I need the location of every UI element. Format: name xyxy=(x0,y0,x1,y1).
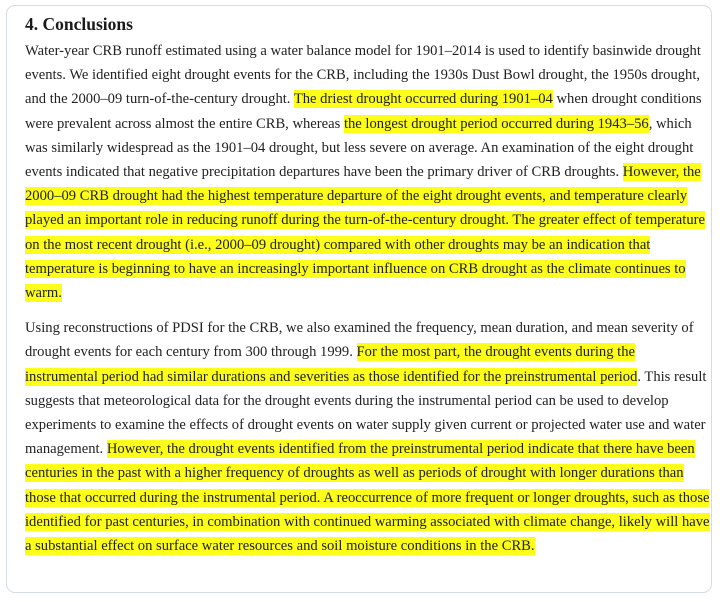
highlighted-text: However, the drought events identified from the preinstrumental period indicate that there have been centuries in the past with a higher frequency of droughts as well as periods of drought with longer durations than those that occurred during the instrumental period. A reoccurrence of more frequent or longer droughts, such as those identified for past centuries, in combination with continued warming associated with climate change, likely will have a substantial effect on surface water resources and soil moisture conditions in the CRB. xyxy=(25,441,710,555)
paragraph-2 xyxy=(25,316,711,558)
paragraph-1 xyxy=(25,39,711,305)
highlighted-text: For the most part, the drought events during the instrumental period had similar durations and severities as those identified for the preinstrumental period xyxy=(25,344,638,385)
text-segment: Water-year CRB runoff estimated using a water balance model for 1901–2014 is used to identify basinwide drought events. We identified eight drought events for the CRB, including the 1930s Dust Bowl drought, the 1950s drought, and the 2000–09 turn-of-the-century drought. xyxy=(25,43,701,108)
highlighted-text: the longest drought period occurred during 1943–56 xyxy=(343,115,649,132)
text-segment: when drought conditions were prevalent across almost the entire CRB, whereas xyxy=(25,91,702,132)
text-segment: , which was similarly widespread as the 1901–04 drought, but less severe on average. An examination of the eight drought events indicated that negative precipitation departures have been the primary driver of CRB droughts. xyxy=(25,115,694,181)
section-heading: 4. Conclusions xyxy=(25,14,133,34)
text-segment: . This result suggests that meteorological data for the drought events during the instrumental period can be used to develop experiments to examine the effects of drought events on water supply given current or projected water use and water management. xyxy=(25,368,707,458)
highlighted-text: The driest drought occurred during 1901–04 xyxy=(293,91,553,108)
text-segment: Using reconstructions of PDSI for the CRB, we also examined the frequency, mean duration, and mean severity of drought events for each century from 300 through 1999. xyxy=(25,320,694,361)
article-section xyxy=(25,12,711,558)
content-card xyxy=(6,5,712,593)
highlighted-text: However, the 2000–09 CRB drought had the highest temperature departure of the eight drought events, and temperature clearly played an important role in reducing runoff during the turn-of-the-century drought. The greater effect of temperature on the most recent drought (i.e., 2000–09 drought) compared with other droughts may be an indication that temperature is beginning to have an increasingly important influence on CRB drought as the climate continues to warm. xyxy=(25,164,705,302)
